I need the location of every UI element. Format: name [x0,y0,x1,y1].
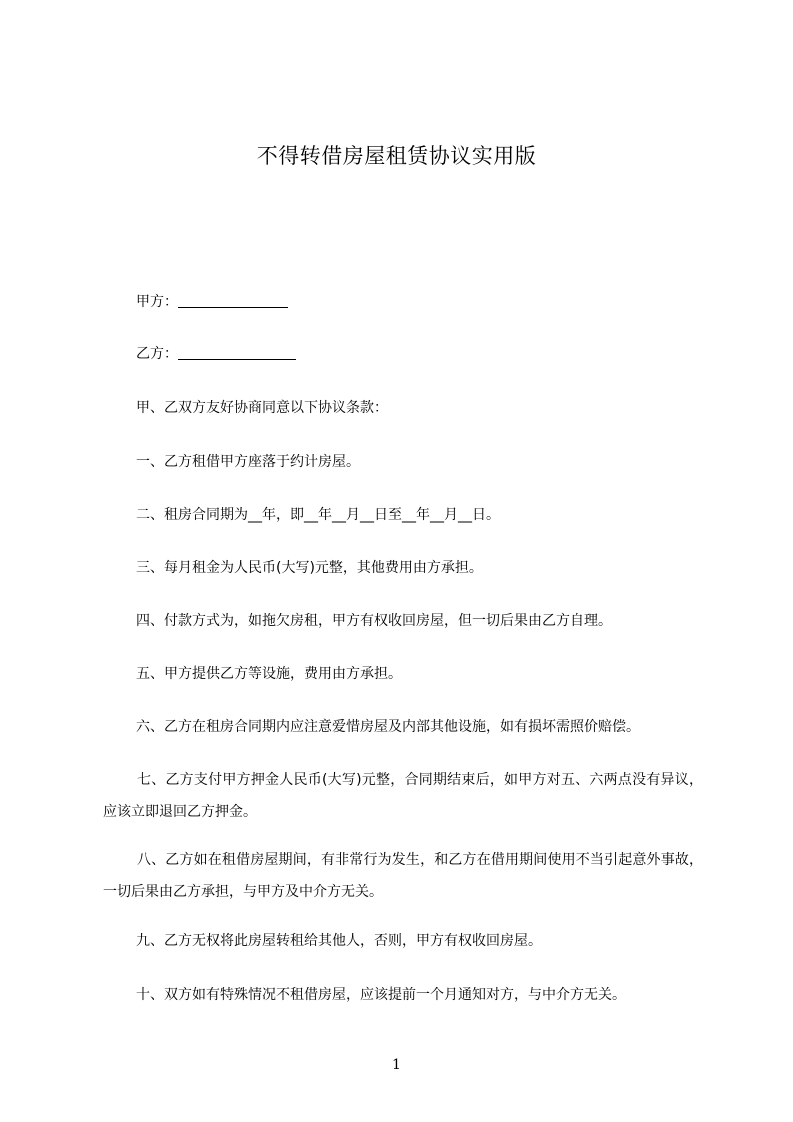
clause-4: 四、付款方式为，如拖欠房租，甲方有权收回房屋，但一切后果由乙方自理。 [136,613,612,629]
party-b-line [136,344,296,364]
clause-8: 八、乙方如在租借房屋期间，有非常行为发生，和乙方在借用期间使用不当引起意外事故，一切后果由乙方承担，与甲方及中介方无关。 [103,852,703,900]
party-a-label: 甲方： [136,294,178,310]
clause-7: 七、乙方支付甲方押金人民币(大写)元整，合同期结束后，如甲方对五、六两点没有异议，应该立即退回乙方押金。 [103,772,703,820]
clause-2: 二、租房合同期为__年，即__年__月__日至__年__月__日。 [136,507,500,523]
clause-10: 十、双方如有特殊情况不租借房屋，应该提前一个月通知对方，与中介方无关。 [136,987,626,1003]
intro-text: 甲、乙双方友好协商同意以下协议条款： [136,400,388,416]
party-a-line [136,292,288,312]
party-a-blank [178,293,288,308]
clause-5: 五、甲方提供乙方等设施，费用由方承担。 [136,666,402,682]
page-number: 1 [392,1057,401,1073]
document-title: 不得转借房屋租赁协议实用版 [256,144,537,168]
party-b-label: 乙方： [136,346,178,362]
clause-1: 一、乙方租借甲方座落于约计房屋。 [136,454,360,470]
clause-3: 三、每月租金为人民币(大写)元整，其他费用由方承担。 [136,560,483,576]
party-b-blank [178,345,296,360]
clause-9: 九、乙方无权将此房屋转租给其他人，否则，甲方有权收回房屋。 [136,933,542,949]
clause-6: 六、乙方在租房合同期内应注意爱惜房屋及内部其他设施，如有损坏需照价赔偿。 [136,719,640,735]
